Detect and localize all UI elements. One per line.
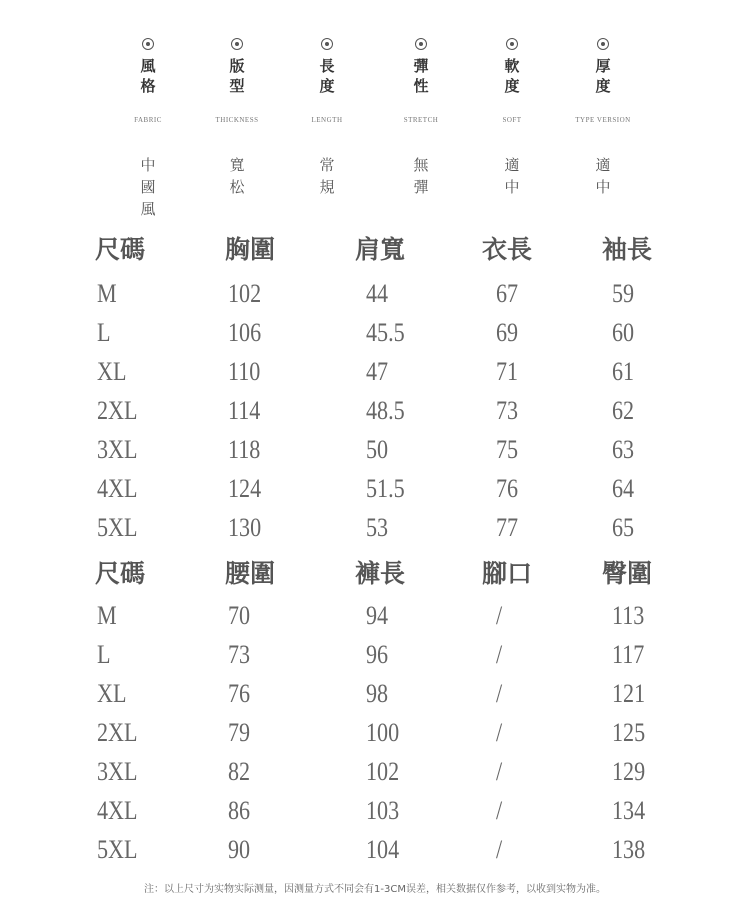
- table-row: [0, 352, 750, 392]
- table-row: [0, 674, 750, 714]
- cell-hip: 121: [612, 679, 646, 708]
- cell-sleeve-length: 61: [612, 357, 635, 386]
- cell-sleeve-length: 63: [612, 435, 635, 464]
- cell-pants-length: 104: [366, 835, 400, 864]
- cell-waist: 86: [228, 796, 251, 825]
- attribute-english-label: LENGTH: [311, 116, 343, 124]
- cell-leg-opening: /: [496, 757, 503, 786]
- header-chest: 胸圍: [225, 235, 276, 264]
- cell-leg-opening: /: [496, 796, 503, 825]
- cell-chest: 114: [228, 396, 261, 425]
- cell-leg-opening: /: [496, 718, 503, 747]
- cell-hip: 113: [612, 601, 645, 630]
- cell-size: 3XL: [97, 435, 138, 464]
- table-row: [0, 791, 750, 831]
- table-row: [0, 752, 750, 792]
- cell-body-length: 67: [496, 279, 519, 308]
- cell-shoulder: 51.5: [366, 474, 405, 503]
- cell-chest: 106: [228, 318, 262, 347]
- attribute-fit: [192, 38, 282, 196]
- attribute-section: [0, 38, 750, 228]
- attribute-title: 彈性: [413, 57, 429, 95]
- header-shoulder: 肩寬: [355, 235, 406, 264]
- cell-chest: 110: [228, 357, 261, 386]
- cell-sleeve-length: 65: [612, 513, 635, 542]
- cell-pants-length: 100: [366, 718, 400, 747]
- circle-dot-icon: [415, 38, 427, 50]
- cell-size: 4XL: [97, 474, 138, 503]
- cell-size: 5XL: [97, 513, 138, 542]
- cell-leg-opening: /: [496, 601, 503, 630]
- cell-hip: 138: [612, 835, 646, 864]
- table-row: [0, 635, 750, 675]
- cell-sleeve-length: 64: [612, 474, 635, 503]
- table-row: [0, 391, 750, 431]
- cell-chest: 124: [228, 474, 262, 503]
- cell-waist: 82: [228, 757, 251, 786]
- cell-sleeve-length: 60: [612, 318, 635, 347]
- header-size: 尺碼: [95, 235, 146, 264]
- cell-body-length: 75: [496, 435, 519, 464]
- header-sleeve-length: 袖長: [602, 235, 653, 264]
- cell-size: M: [97, 601, 117, 630]
- header-size: 尺碼: [95, 559, 146, 588]
- cell-hip: 125: [612, 718, 646, 747]
- table-row: [0, 469, 750, 509]
- cell-shoulder: 47: [366, 357, 389, 386]
- cell-shoulder: 44: [366, 279, 389, 308]
- attribute-softness: [467, 38, 557, 196]
- cell-body-length: 76: [496, 474, 519, 503]
- cell-size: M: [97, 279, 117, 308]
- attribute-title: 風格: [140, 57, 156, 95]
- attribute-value: 無彈: [413, 156, 429, 196]
- cell-waist: 90: [228, 835, 251, 864]
- cell-leg-opening: /: [496, 640, 503, 669]
- cell-pants-length: 103: [366, 796, 400, 825]
- cell-body-length: 77: [496, 513, 519, 542]
- circle-dot-icon: [231, 38, 243, 50]
- cell-chest: 118: [228, 435, 261, 464]
- cell-size: 2XL: [97, 718, 138, 747]
- attribute-title: 軟度: [504, 57, 520, 95]
- cell-pants-length: 102: [366, 757, 400, 786]
- attribute-value: 適中: [595, 156, 611, 196]
- attribute-title: 厚度: [595, 57, 611, 95]
- cell-size: 2XL: [97, 396, 138, 425]
- cell-chest: 130: [228, 513, 262, 542]
- cell-pants-length: 94: [366, 601, 389, 630]
- cell-size: 4XL: [97, 796, 138, 825]
- cell-size: XL: [97, 679, 127, 708]
- cell-leg-opening: /: [496, 835, 503, 864]
- cell-hip: 129: [612, 757, 646, 786]
- table-row: [0, 274, 750, 314]
- cell-waist: 79: [228, 718, 251, 747]
- circle-dot-icon: [506, 38, 518, 50]
- table-row: [0, 313, 750, 353]
- attribute-value: 中國風: [140, 156, 156, 218]
- cell-hip: 134: [612, 796, 646, 825]
- attribute-value: 適中: [504, 156, 520, 196]
- circle-dot-icon: [321, 38, 333, 50]
- attribute-english-label: SOFT: [502, 116, 522, 124]
- cell-size: XL: [97, 357, 127, 386]
- cell-shoulder: 45.5: [366, 318, 405, 347]
- cell-sleeve-length: 62: [612, 396, 635, 425]
- header-hip: 臀圍: [602, 559, 653, 588]
- cell-body-length: 73: [496, 396, 519, 425]
- cell-waist: 73: [228, 640, 251, 669]
- cell-pants-length: 98: [366, 679, 389, 708]
- attribute-english-label: STRETCH: [403, 116, 439, 124]
- attribute-english-label: THICKNESS: [215, 116, 259, 124]
- header-waist: 腰圍: [225, 559, 276, 588]
- cell-body-length: 71: [496, 357, 519, 386]
- table-header-row: [0, 554, 750, 594]
- cell-size: L: [97, 640, 111, 669]
- attribute-style: [103, 38, 193, 218]
- table-row: [0, 430, 750, 470]
- cell-hip: 117: [612, 640, 645, 669]
- header-leg-opening: 腳口: [482, 559, 533, 588]
- cell-pants-length: 96: [366, 640, 389, 669]
- cell-shoulder: 53: [366, 513, 389, 542]
- cell-chest: 102: [228, 279, 262, 308]
- cell-waist: 76: [228, 679, 251, 708]
- cell-body-length: 69: [496, 318, 519, 347]
- table-row: [0, 713, 750, 753]
- attribute-stretch: [376, 38, 466, 196]
- table-row: [0, 596, 750, 636]
- attribute-thickness: [558, 38, 648, 196]
- attribute-value: 常規: [319, 156, 335, 196]
- table-header-row: [0, 230, 750, 270]
- table-row: [0, 830, 750, 870]
- cell-size: 3XL: [97, 757, 138, 786]
- cell-size: 5XL: [97, 835, 138, 864]
- table-row: [0, 508, 750, 548]
- attribute-length: [282, 38, 372, 196]
- cell-shoulder: 48.5: [366, 396, 405, 425]
- attribute-english-label: TYPE VERSION: [575, 116, 631, 124]
- header-pants-length: 褲長: [355, 559, 406, 588]
- measurement-footnote: 注：以上尺寸为实物实际测量，因测量方式不同会有1-3CM误差，相关数据仅作参考，以收到实物为准。: [144, 884, 606, 895]
- cell-size: L: [97, 318, 111, 347]
- circle-dot-icon: [142, 38, 154, 50]
- attribute-title: 長度: [319, 57, 335, 95]
- cell-shoulder: 50: [366, 435, 389, 464]
- attribute-value: 寬松: [229, 156, 245, 196]
- cell-leg-opening: /: [496, 679, 503, 708]
- attribute-english-label: FABRIC: [134, 116, 162, 124]
- cell-waist: 70: [228, 601, 251, 630]
- cell-sleeve-length: 59: [612, 279, 635, 308]
- header-body-length: 衣長: [482, 235, 533, 264]
- attribute-title: 版型: [229, 57, 245, 95]
- circle-dot-icon: [597, 38, 609, 50]
